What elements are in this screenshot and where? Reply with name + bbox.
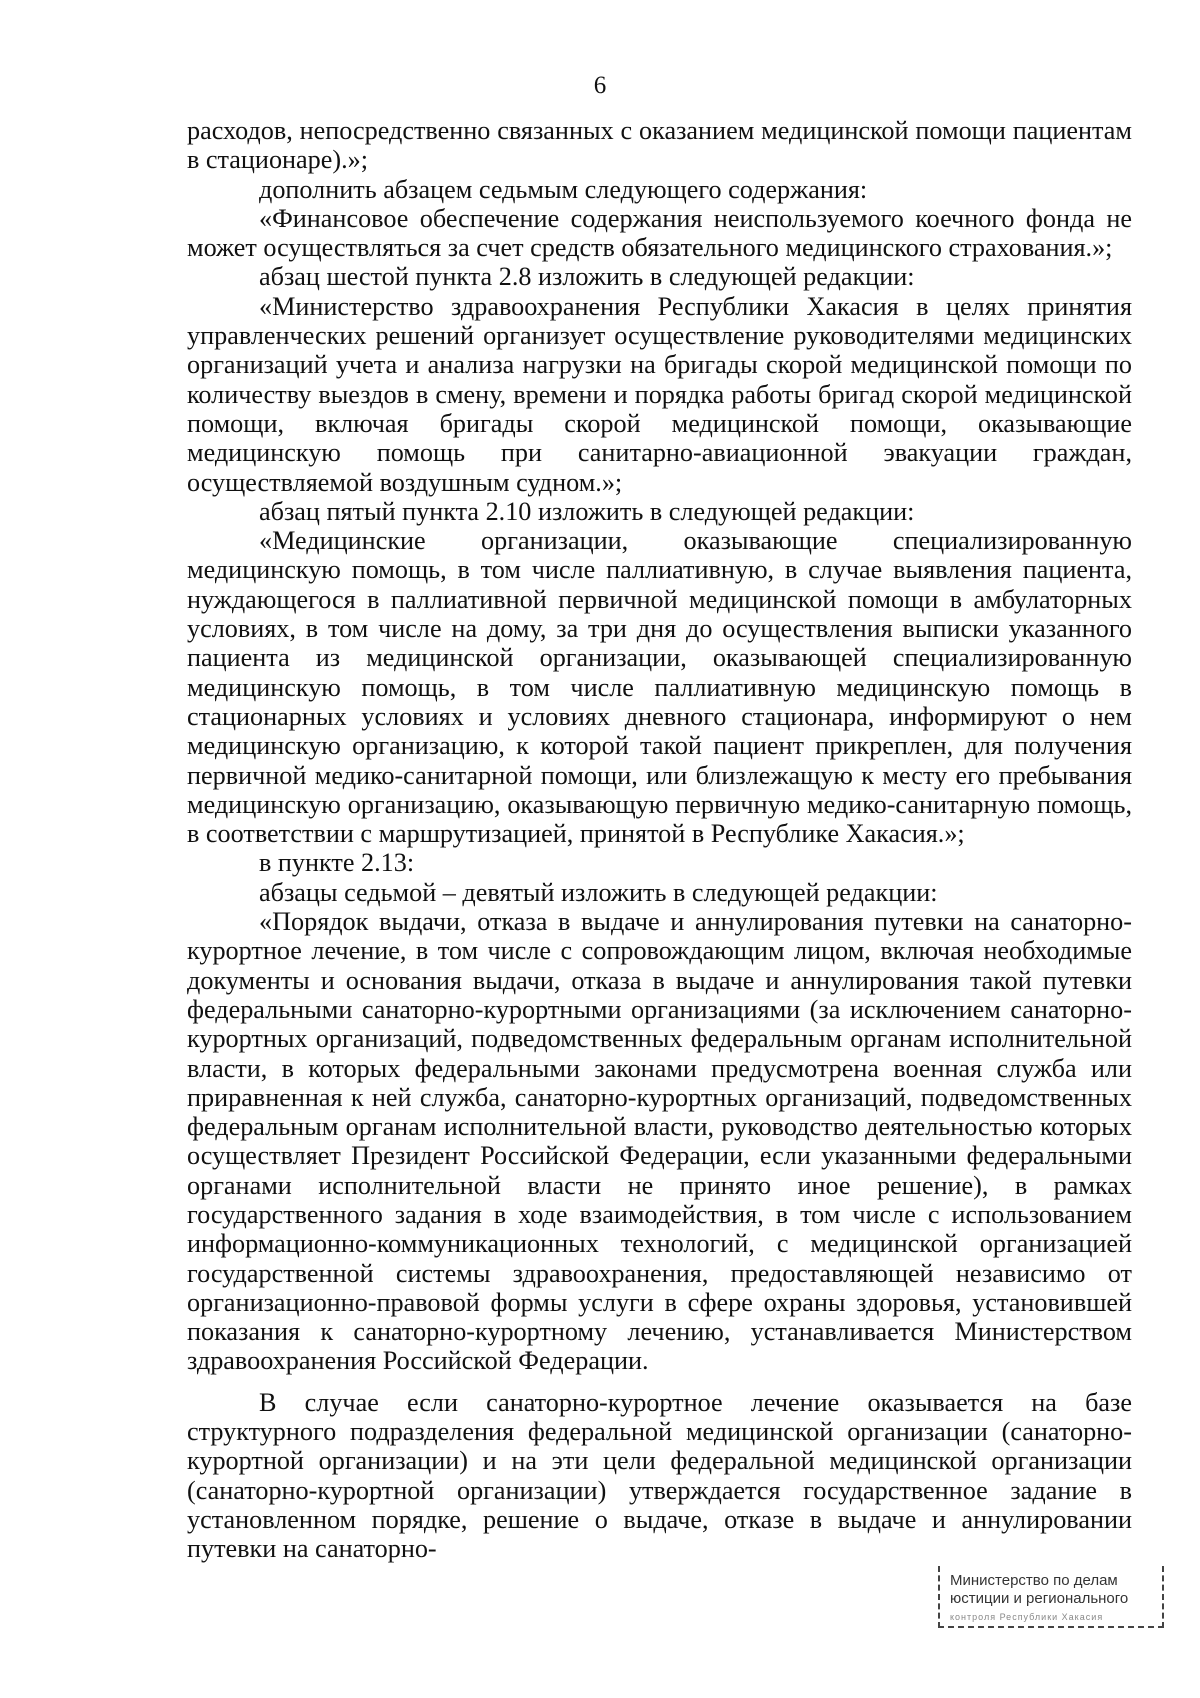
stamp-line: Министерство по делам [950, 1572, 1118, 1589]
paragraph: «Финансовое обеспечение содержания неиспользуемого коечного фонда не может осуществляться за счет средств обязательного медицинского страхования.»; [187, 203, 1132, 263]
paragraph: «Порядок выдачи, отказа в выдаче и аннулирования путевки на санаторно-курортное лечение, в том числе с сопровождающим лицом, включая необходимые документы и основания выдачи, отказа в выдаче и аннулирования такой путевки федеральными санаторно-курортными организациями (за исключением санаторно-курортных организаций, подведомственных федеральным органам исполнительной власти, в которых федеральными законами предусмотрена военная служба или приравненная к ней служба, санаторно-курортных организаций, подведомственных федеральным органам исполнительной власти, руководство деятельностью которых осуществляет Президент Российской Федерации, если указанными федеральными органами исполнительной власти не принято иное решение), в рамках государственного задания в ходе взаимодействия, в том числе с использованием информационно-коммуникационных технологий, с медицинской организацией государственной системы здравоохранения, предоставляющей независимо от организационно-правовой формы услуги в сфере охраны здоровья, установившей показания к санаторно-курортному лечению, устанавливается Министерством здравоохранения Российской Федерации. [187, 907, 1132, 1376]
paragraph: абзацы седьмой – девятый изложить в следующей редакции: [259, 877, 938, 907]
page-number: 6 [593, 72, 607, 99]
stamp-line: контроля Республики Хакасия [950, 1612, 1104, 1622]
document-body [187, 116, 1132, 1564]
paragraph: «Медицинские организации, оказывающие специализированную медицинскую помощь, в том числе паллиативную, в случае выявления пациента, нуждающегося в паллиативной первичной медицинской помощи в амбулаторных условиях, в том числе на дому, за три дня до осуществления выписки указанного пациента из медицинской организации, оказывающей специализированную медицинскую помощь, в том числе паллиативную медицинскую помощь в стационарных условиях и условиях дневного стационара, информируют о нем медицинскую организацию, к которой такой пациент прикреплен, для получения первичной медико-санитарной помощи, или близлежащую к месту его пребывания медицинскую организацию, оказывающую первичную медико-санитарную помощь, в соответствии с маршрутизацией, принятой в Республике Хакасия.»; [187, 526, 1132, 849]
paragraph: в пункте 2.13: [259, 848, 415, 878]
paragraph: расходов, непосредственно связанных с оказанием медицинской помощи пациентам в стационаре).»; [187, 116, 1132, 175]
paragraph: «Министерство здравоохранения Республики Хакасия в целях принятия управленческих решений организует осуществление руководителями медицинских организаций учета и анализа нагрузки на бригады скорой медицинской помощи по количеству выездов в смену, времени и порядка работы бригад скорой медицинской помощи, включая бригады скорой медицинской помощи, оказывающие медицинскую помощь при санитарно-авиационной эвакуации граждан, осуществляемой воздушным судном.»; [187, 291, 1132, 497]
paragraph: дополнить абзацем седьмым следующего содержания: [259, 174, 868, 204]
stamp-line: юстиции и регионального [950, 1590, 1129, 1607]
paragraph: В случае если санаторно-курортное лечение оказывается на базе структурного подразделения федеральной медицинской организации (санаторно-курортной организации) и на эти цели федеральной медицинской организации (санаторно-курортной организации) утверждается государственное задание в установленном порядке, решение о выдаче, отказе в выдаче и аннулировании путевки на санаторно- [187, 1387, 1132, 1564]
registration-stamp [938, 1566, 1164, 1628]
paragraph: абзац шестой пункта 2.8 изложить в следующей редакции: [259, 262, 915, 292]
paragraph: абзац пятый пункта 2.10 изложить в следующей редакции: [259, 496, 915, 526]
